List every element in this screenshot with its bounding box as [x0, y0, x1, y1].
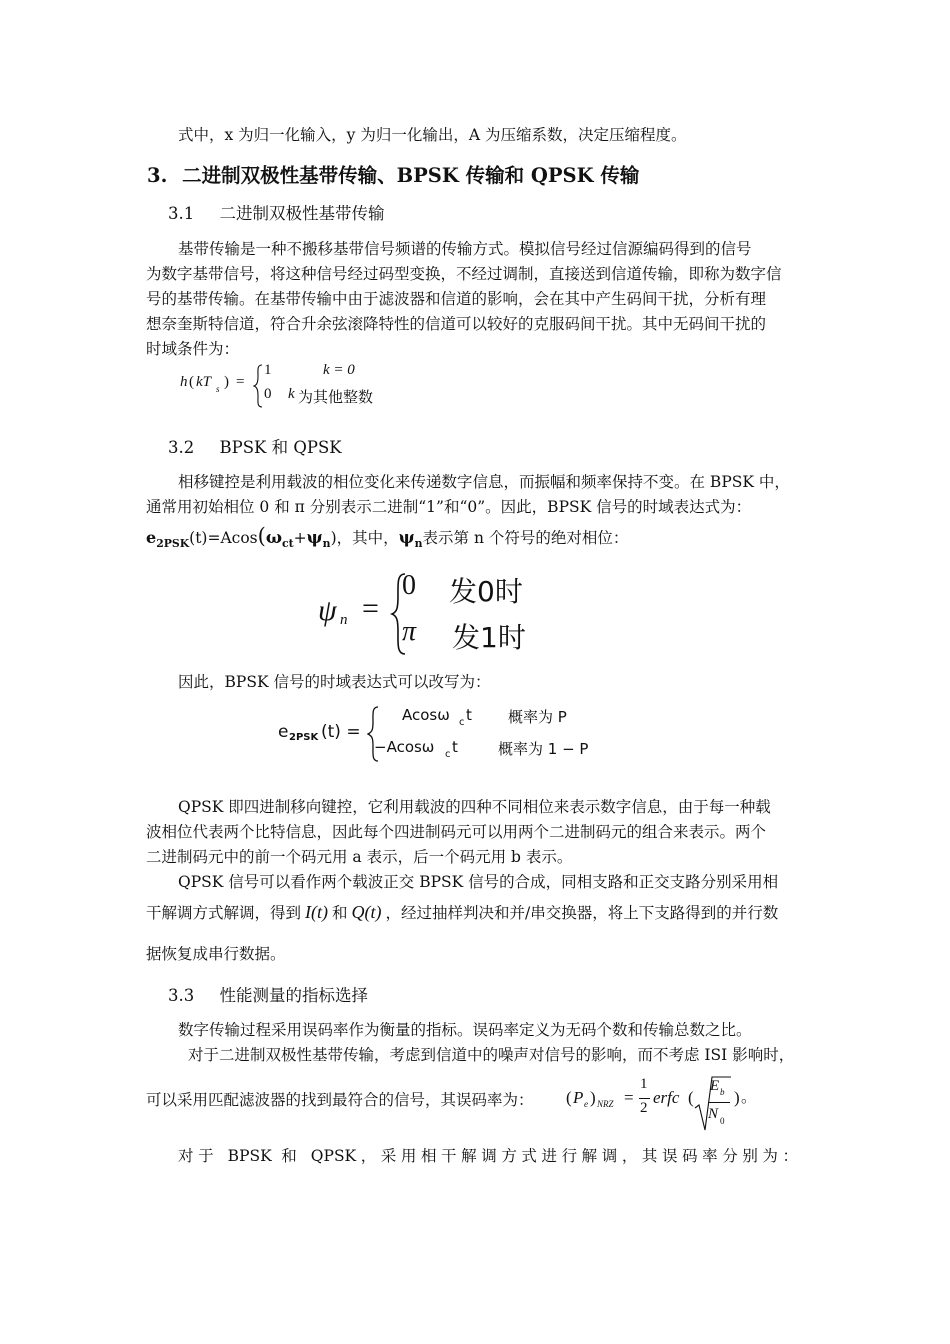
equation-e2psk-piecewise: e 2PSK (t) = Acosω c t 概率为 P −Acosω c t 概率为 1 − P [278, 706, 589, 760]
fraction-bar [639, 1098, 650, 1099]
subsection-number: 3.3 [168, 986, 195, 1005]
intro-line: 式中，x 为归一化输入，y 为归一化输出，A 为压缩系数，决定压缩程度。 [178, 126, 687, 144]
paragraph-line: 时域条件为： [146, 340, 240, 358]
section-heading [147, 160, 639, 188]
left-brace-icon [253, 364, 263, 408]
section-number: 3. [147, 164, 168, 187]
paragraph-line: QPSK 即四进制移向键控，它利用载波的四种不同相位来表示数字信息，由于每一种载 [178, 798, 771, 816]
subsection-title: 二进制双极性基带传输 [219, 204, 385, 223]
bpsk-expression-line: $e_{2PSK}(t)=Acos(\omega_{ct}+\psi_n)$，其中，$\psi_n$表示第 n 个符号的绝对相位： [146, 524, 629, 551]
subsection-number: 3.1 [168, 204, 195, 223]
paragraph-line: 对于二进制双极性基带传输，考虑到信道中的噪声对信号的影响，而不考虑 ISI 影响时， [188, 1046, 795, 1064]
equation-isi-condition: h ( kT s ) = 1 k = 0 0 k 为其他整数 [180, 362, 374, 406]
section-title: 二进制双极性基带传输、BPSK 传输和 QPSK 传输 [182, 164, 640, 187]
subsection-heading-3-1 [168, 200, 385, 224]
subsection-title: 性能测量的指标选择 [219, 986, 368, 1005]
paragraph-line: 数字传输过程采用误码率作为衡量的指标。误码率定义为无码个数和传输总数之比。 [178, 1021, 752, 1039]
paragraph-line: 二进制码元中的前一个码元用 a 表示，后一个码元用 b 表示。 [146, 848, 573, 866]
paragraph-line: 想奈奎斯特信道，符合升余弦滚降特性的信道可以较好的克服码间干扰。其中无码间干扰的 [146, 315, 767, 333]
subsection-title: BPSK 和 QPSK [219, 438, 342, 457]
paragraph-line: 号的基带传输。在基带传输中由于滤波器和信道的影响，会在其中产生码间干扰，分析有理 [146, 290, 767, 308]
paragraph-line: 波相位代表两个比特信息，因此每个四进制码元可以用两个二进制码元的组合来表示。两个 [146, 823, 767, 841]
paragraph-line: 通常用初始相位 0 和 π 分别表示二进制“1”和“0”。因此，BPSK 信号的时域表达式为： [146, 498, 752, 516]
paragraph-line: 据恢复成串行数据。 [146, 945, 286, 963]
fraction-bar [708, 1102, 730, 1103]
paragraph-line: 可以采用匹配滤波器的找到最符合的信号，其误码率为： [146, 1091, 534, 1109]
paragraph-line: 基带传输是一种不搬移基带信号频谱的传输方式。模拟信号经过信源编码得到的信号 [178, 240, 752, 258]
paragraph-line: 为数字基带信号，将这种信号经过码型变换，不经过调制，直接送到信道传输，即称为数字信 [146, 265, 782, 283]
subsection-heading-3-2 [168, 434, 342, 458]
subsection-number: 3.2 [168, 438, 195, 457]
equation-ber-nrz: ( P e ) NRZ = 1 2 erfc ( E b N 0 ) 。 [566, 1072, 766, 1134]
subsection-heading-3-3 [168, 982, 368, 1006]
paragraph-line-iq: 干解调方式解调，得到 I(t) 和 Q(t) ，经过抽样判决和并/串交换器，将上下支路得到的并行数 [146, 902, 779, 922]
paragraph-line: 因此，BPSK 信号的时域表达式可以改写为： [178, 673, 491, 691]
paragraph-line: 相移键控是利用载波的相位变化来传递数字信息，而振幅和频率保持不变。在 BPSK 中， [178, 473, 790, 491]
paragraph-line: QPSK 信号可以看作两个载波正交 BPSK 信号的合成，同相支路和正交支路分别采用相 [178, 873, 779, 891]
paragraph-line-justified: 对于 BPSK 和 QPSK，采用相干解调方式进行解调，其误码率分别为： [178, 1147, 798, 1165]
equation-psi-phase: ψ n = 0 发0时 π 发1时 [318, 570, 526, 654]
